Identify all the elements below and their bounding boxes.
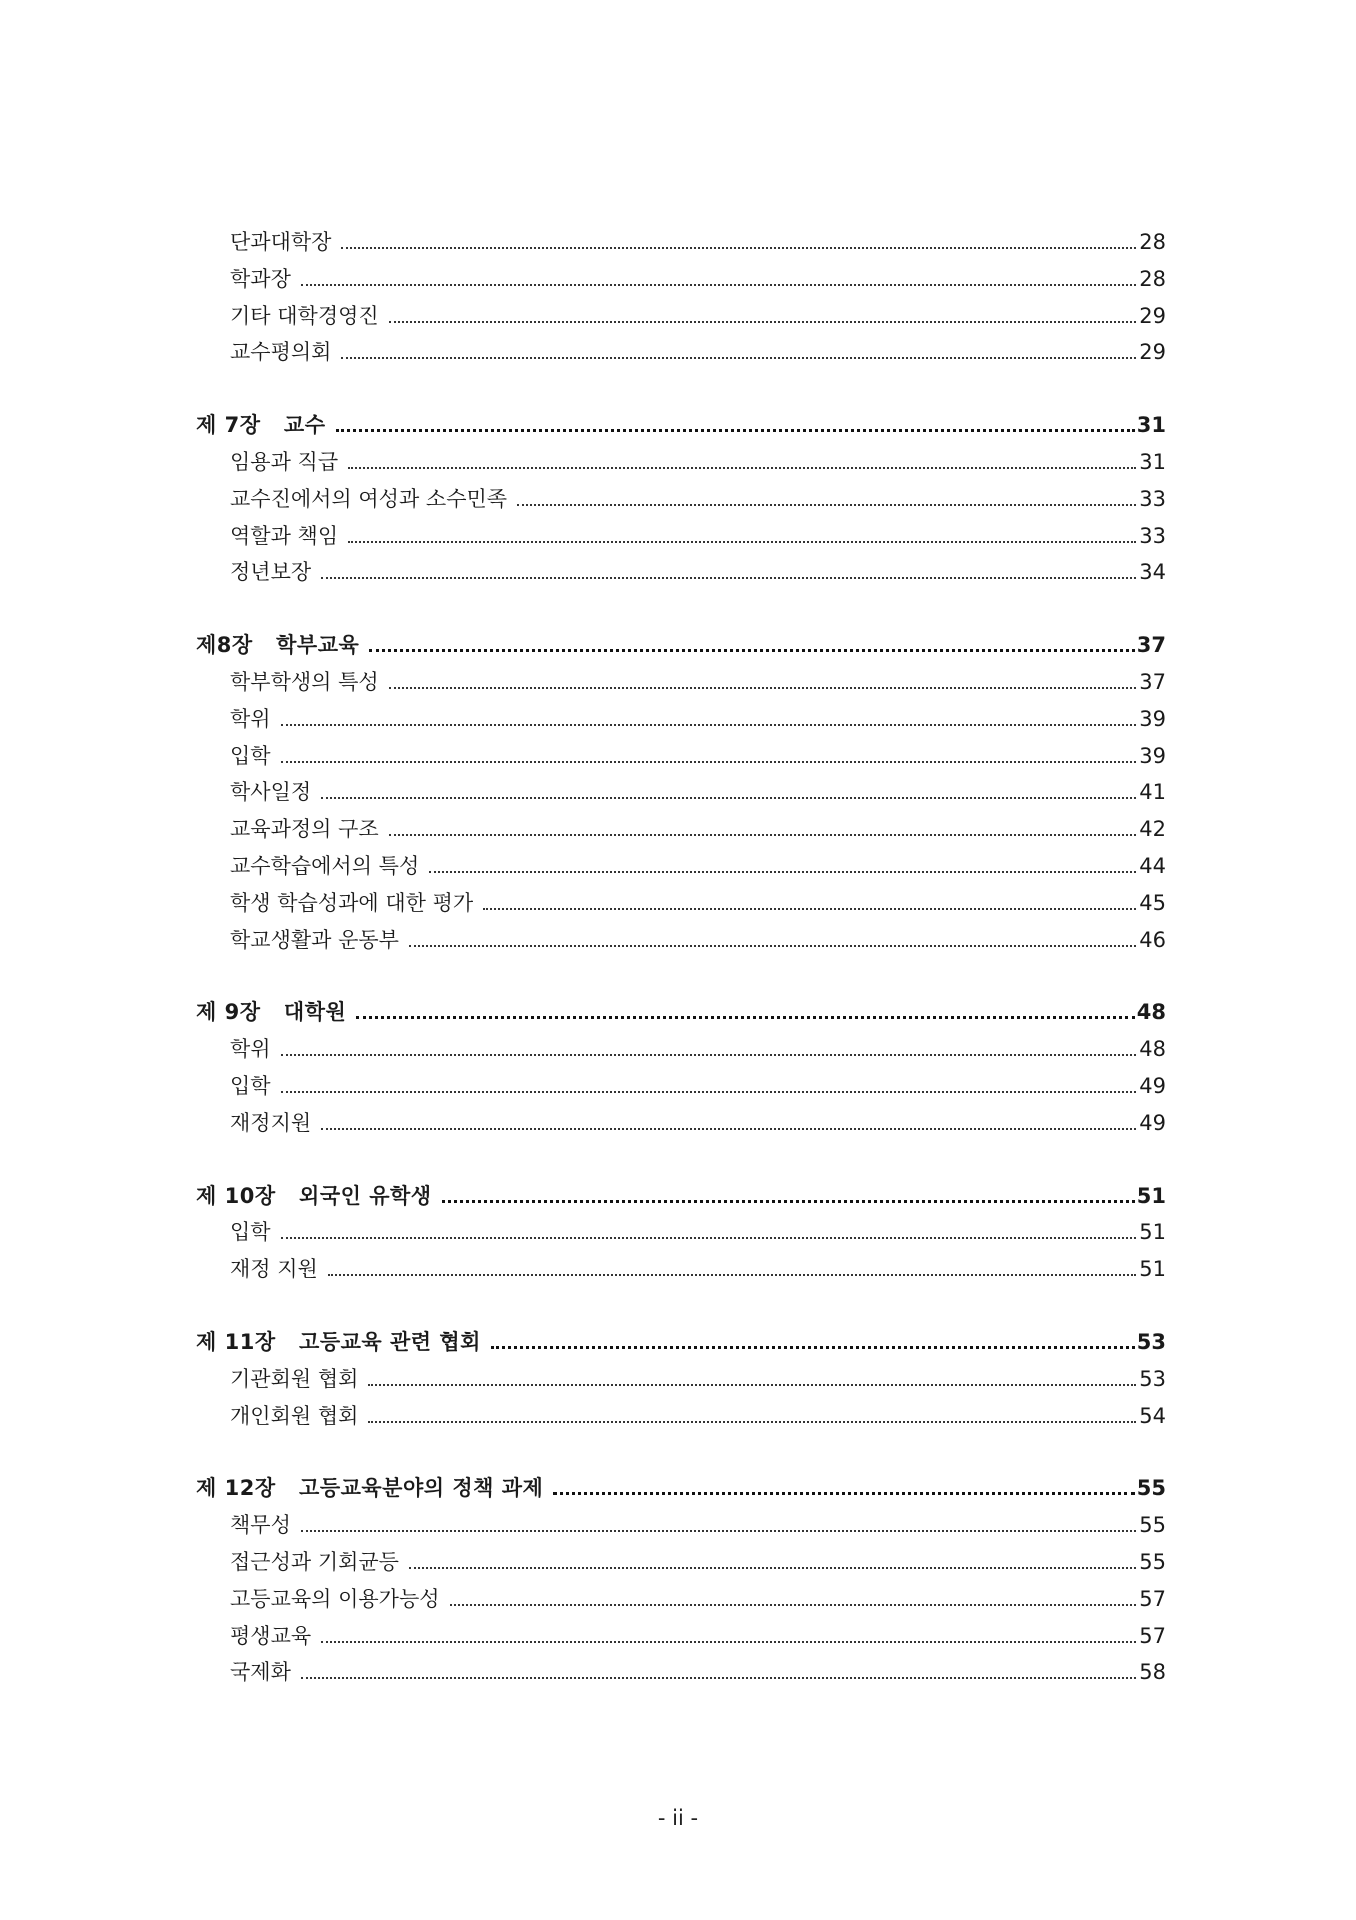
toc-section-entry-title: 고등교육의 이용가능성 <box>230 1586 440 1611</box>
toc-chapter-entry-page: 48 <box>1136 1000 1166 1025</box>
dot-leader <box>348 541 1136 543</box>
toc-section-entry-title: 학생 학습성과에 대한 평가 <box>230 890 474 915</box>
toc-section-entry[interactable] <box>196 774 1166 811</box>
dot-leader <box>301 284 1136 286</box>
toc-section-entry-title: 교육과정의 구조 <box>230 817 379 842</box>
toc-chapter-entry-page: 31 <box>1136 413 1166 438</box>
dot-leader <box>301 1677 1136 1679</box>
dot-leader <box>301 1530 1136 1532</box>
toc-section-entry-title: 입학 <box>230 743 271 768</box>
toc-section-entry-page: 31 <box>1139 449 1166 474</box>
toc-section-entry-title: 학과장 <box>230 266 291 291</box>
toc-chapter-entry-title: 제 11장 고등교육 관련 협회 <box>196 1329 481 1354</box>
toc-section-entry[interactable] <box>196 1654 1166 1691</box>
toc-section-entry-page: 41 <box>1139 780 1166 805</box>
toc-section-entry[interactable] <box>196 738 1166 775</box>
dot-leader <box>517 504 1136 506</box>
dot-leader <box>281 724 1136 726</box>
toc-section-entry-page: 39 <box>1139 743 1166 768</box>
toc-section-entry[interactable] <box>196 554 1166 591</box>
toc-chapter-entry[interactable] <box>196 994 1166 1031</box>
toc-section-entry[interactable] <box>196 298 1166 335</box>
toc-section-entry-title: 입학 <box>230 1073 271 1098</box>
toc-section-entry[interactable] <box>196 811 1166 848</box>
toc-section-entry-page: 55 <box>1139 1513 1166 1538</box>
toc-section-entry[interactable] <box>196 261 1166 298</box>
dot-leader <box>348 467 1136 469</box>
toc-section-entry-page: 57 <box>1139 1586 1166 1611</box>
toc-section-entry[interactable] <box>196 1031 1166 1068</box>
toc-section-entry-page: 58 <box>1139 1660 1166 1685</box>
toc-section-entry-page: 53 <box>1139 1366 1166 1391</box>
toc-chapter-entry-title: 제 7장 교수 <box>196 413 326 438</box>
dot-leader <box>321 797 1136 799</box>
toc-section-entry[interactable] <box>196 1544 1166 1581</box>
toc-section-entry[interactable] <box>196 334 1166 371</box>
toc-section-entry[interactable] <box>196 1398 1166 1435</box>
toc-section-entry[interactable] <box>196 224 1166 261</box>
dot-leader <box>281 761 1136 763</box>
toc-chapter-entry[interactable] <box>196 407 1166 444</box>
toc-section-entry-title: 책무성 <box>230 1513 291 1538</box>
toc-section-entry[interactable] <box>196 481 1166 518</box>
toc-section-entry-title: 기타 대학경영진 <box>230 303 379 328</box>
toc-section-entry[interactable] <box>196 922 1166 959</box>
toc-section-entry-title: 기관회원 협회 <box>230 1366 359 1391</box>
toc-section-entry[interactable] <box>196 1105 1166 1142</box>
toc-section-entry-page: 54 <box>1139 1403 1166 1428</box>
toc-chapter-entry-page: 37 <box>1136 633 1166 658</box>
toc-group <box>196 407 1166 591</box>
toc-section-entry-page: 45 <box>1139 890 1166 915</box>
dot-leader <box>321 1641 1136 1643</box>
toc-section-entry[interactable] <box>196 1618 1166 1655</box>
toc-chapter-entry[interactable] <box>196 1324 1166 1361</box>
toc-section-entry-page: 29 <box>1139 340 1166 365</box>
dot-leader <box>281 1237 1136 1239</box>
table-of-contents <box>196 224 1166 1727</box>
toc-section-entry-page: 51 <box>1139 1257 1166 1282</box>
toc-group <box>196 1470 1166 1691</box>
dot-leader <box>321 1128 1136 1130</box>
toc-section-entry-page: 34 <box>1139 560 1166 585</box>
toc-section-entry-title: 교수평의회 <box>230 340 332 365</box>
toc-chapter-entry[interactable] <box>196 627 1166 664</box>
dot-leader <box>389 687 1136 689</box>
toc-group <box>196 224 1166 371</box>
toc-chapter-entry[interactable] <box>196 1178 1166 1215</box>
toc-section-entry-title: 입학 <box>230 1220 271 1245</box>
dot-leader <box>281 1054 1136 1056</box>
toc-section-entry-page: 28 <box>1139 266 1166 291</box>
toc-chapter-entry-title: 제 9장 대학원 <box>196 1000 347 1025</box>
dot-leader <box>389 834 1136 836</box>
dot-leader <box>553 1492 1134 1495</box>
toc-chapter-entry-page: 51 <box>1136 1183 1166 1208</box>
dot-leader <box>409 945 1136 947</box>
toc-section-entry[interactable] <box>196 701 1166 738</box>
dot-leader <box>368 1384 1136 1386</box>
dot-leader <box>491 1346 1135 1349</box>
toc-section-entry-title: 정년보장 <box>230 560 312 585</box>
dot-leader <box>341 357 1136 359</box>
dot-leader <box>328 1274 1136 1276</box>
toc-section-entry-page: 37 <box>1139 669 1166 694</box>
dot-leader <box>409 1567 1136 1569</box>
toc-section-entry-title: 학위 <box>230 1037 271 1062</box>
toc-section-entry-page: 51 <box>1139 1220 1166 1245</box>
page-number: - ii - <box>657 1806 699 1830</box>
toc-section-entry-page: 44 <box>1139 853 1166 878</box>
toc-section-entry-page: 29 <box>1139 303 1166 328</box>
toc-section-entry-title: 학부학생의 특성 <box>230 669 379 694</box>
toc-chapter-entry[interactable] <box>196 1470 1166 1507</box>
dot-leader <box>341 247 1136 249</box>
toc-section-entry-title: 교수진에서의 여성과 소수민족 <box>230 486 508 511</box>
dot-leader <box>483 908 1136 910</box>
toc-section-entry-title: 단과대학장 <box>230 230 332 254</box>
toc-section-entry-title: 임용과 직급 <box>230 449 339 474</box>
toc-section-entry-title: 역할과 책임 <box>230 523 339 548</box>
toc-section-entry-page: 39 <box>1139 706 1166 731</box>
toc-chapter-entry-page: 53 <box>1136 1329 1166 1354</box>
toc-chapter-entry-title: 제8장 학부교육 <box>196 633 360 658</box>
toc-section-entry-title: 학사일정 <box>230 780 312 805</box>
toc-section-entry-page: 42 <box>1139 817 1166 842</box>
toc-section-entry[interactable] <box>196 885 1166 922</box>
toc-section-entry-title: 개인회원 협회 <box>230 1403 359 1428</box>
toc-section-entry[interactable] <box>196 848 1166 885</box>
toc-section-entry-title: 재정 지원 <box>230 1257 318 1282</box>
toc-section-entry-page: 33 <box>1139 523 1166 548</box>
toc-section-entry-title: 평생교육 <box>230 1623 312 1648</box>
toc-section-entry[interactable] <box>196 1214 1166 1251</box>
toc-section-entry-title: 교수학습에서의 특성 <box>230 853 420 878</box>
toc-section-entry-page: 46 <box>1139 927 1166 952</box>
toc-section-entry[interactable] <box>196 1507 1166 1544</box>
toc-chapter-entry-title: 제 10장 외국인 유학생 <box>196 1183 432 1208</box>
toc-group <box>196 1324 1166 1434</box>
toc-section-entry[interactable] <box>196 1581 1166 1618</box>
toc-section-entry-page: 33 <box>1139 486 1166 511</box>
toc-section-entry-page: 57 <box>1139 1623 1166 1648</box>
toc-section-entry[interactable] <box>196 444 1166 481</box>
dot-leader <box>442 1200 1135 1203</box>
toc-section-entry[interactable] <box>196 664 1166 701</box>
dot-leader <box>336 429 1135 432</box>
dot-leader <box>368 1421 1136 1423</box>
toc-section-entry-page: 28 <box>1139 230 1166 254</box>
toc-section-entry-title: 재정지원 <box>230 1110 312 1135</box>
dot-leader <box>281 1091 1136 1093</box>
toc-section-entry-page: 49 <box>1139 1073 1166 1098</box>
dot-leader <box>321 577 1136 579</box>
dot-leader <box>429 871 1136 873</box>
toc-section-entry[interactable] <box>196 1361 1166 1398</box>
toc-section-entry[interactable] <box>196 1251 1166 1288</box>
dot-leader <box>450 1604 1136 1606</box>
toc-section-entry-page: 49 <box>1139 1110 1166 1135</box>
toc-group <box>196 627 1166 958</box>
dot-leader <box>369 649 1135 652</box>
toc-section-entry-page: 55 <box>1139 1549 1166 1574</box>
toc-section-entry-title: 학교생활과 운동부 <box>230 927 399 952</box>
toc-section-entry[interactable] <box>196 1068 1166 1105</box>
toc-section-entry-title: 접근성과 기회균등 <box>230 1549 399 1574</box>
toc-section-entry-title: 학위 <box>230 706 271 731</box>
toc-section-entry-title: 국제화 <box>230 1660 291 1685</box>
dot-leader <box>389 321 1136 323</box>
toc-chapter-entry-title: 제 12장 고등교육분야의 정책 과제 <box>196 1476 544 1501</box>
toc-section-entry-page: 48 <box>1139 1037 1166 1062</box>
toc-chapter-entry-page: 55 <box>1136 1476 1166 1501</box>
toc-group <box>196 994 1166 1141</box>
toc-group <box>196 1178 1166 1288</box>
dot-leader <box>356 1016 1134 1019</box>
toc-section-entry[interactable] <box>196 518 1166 555</box>
